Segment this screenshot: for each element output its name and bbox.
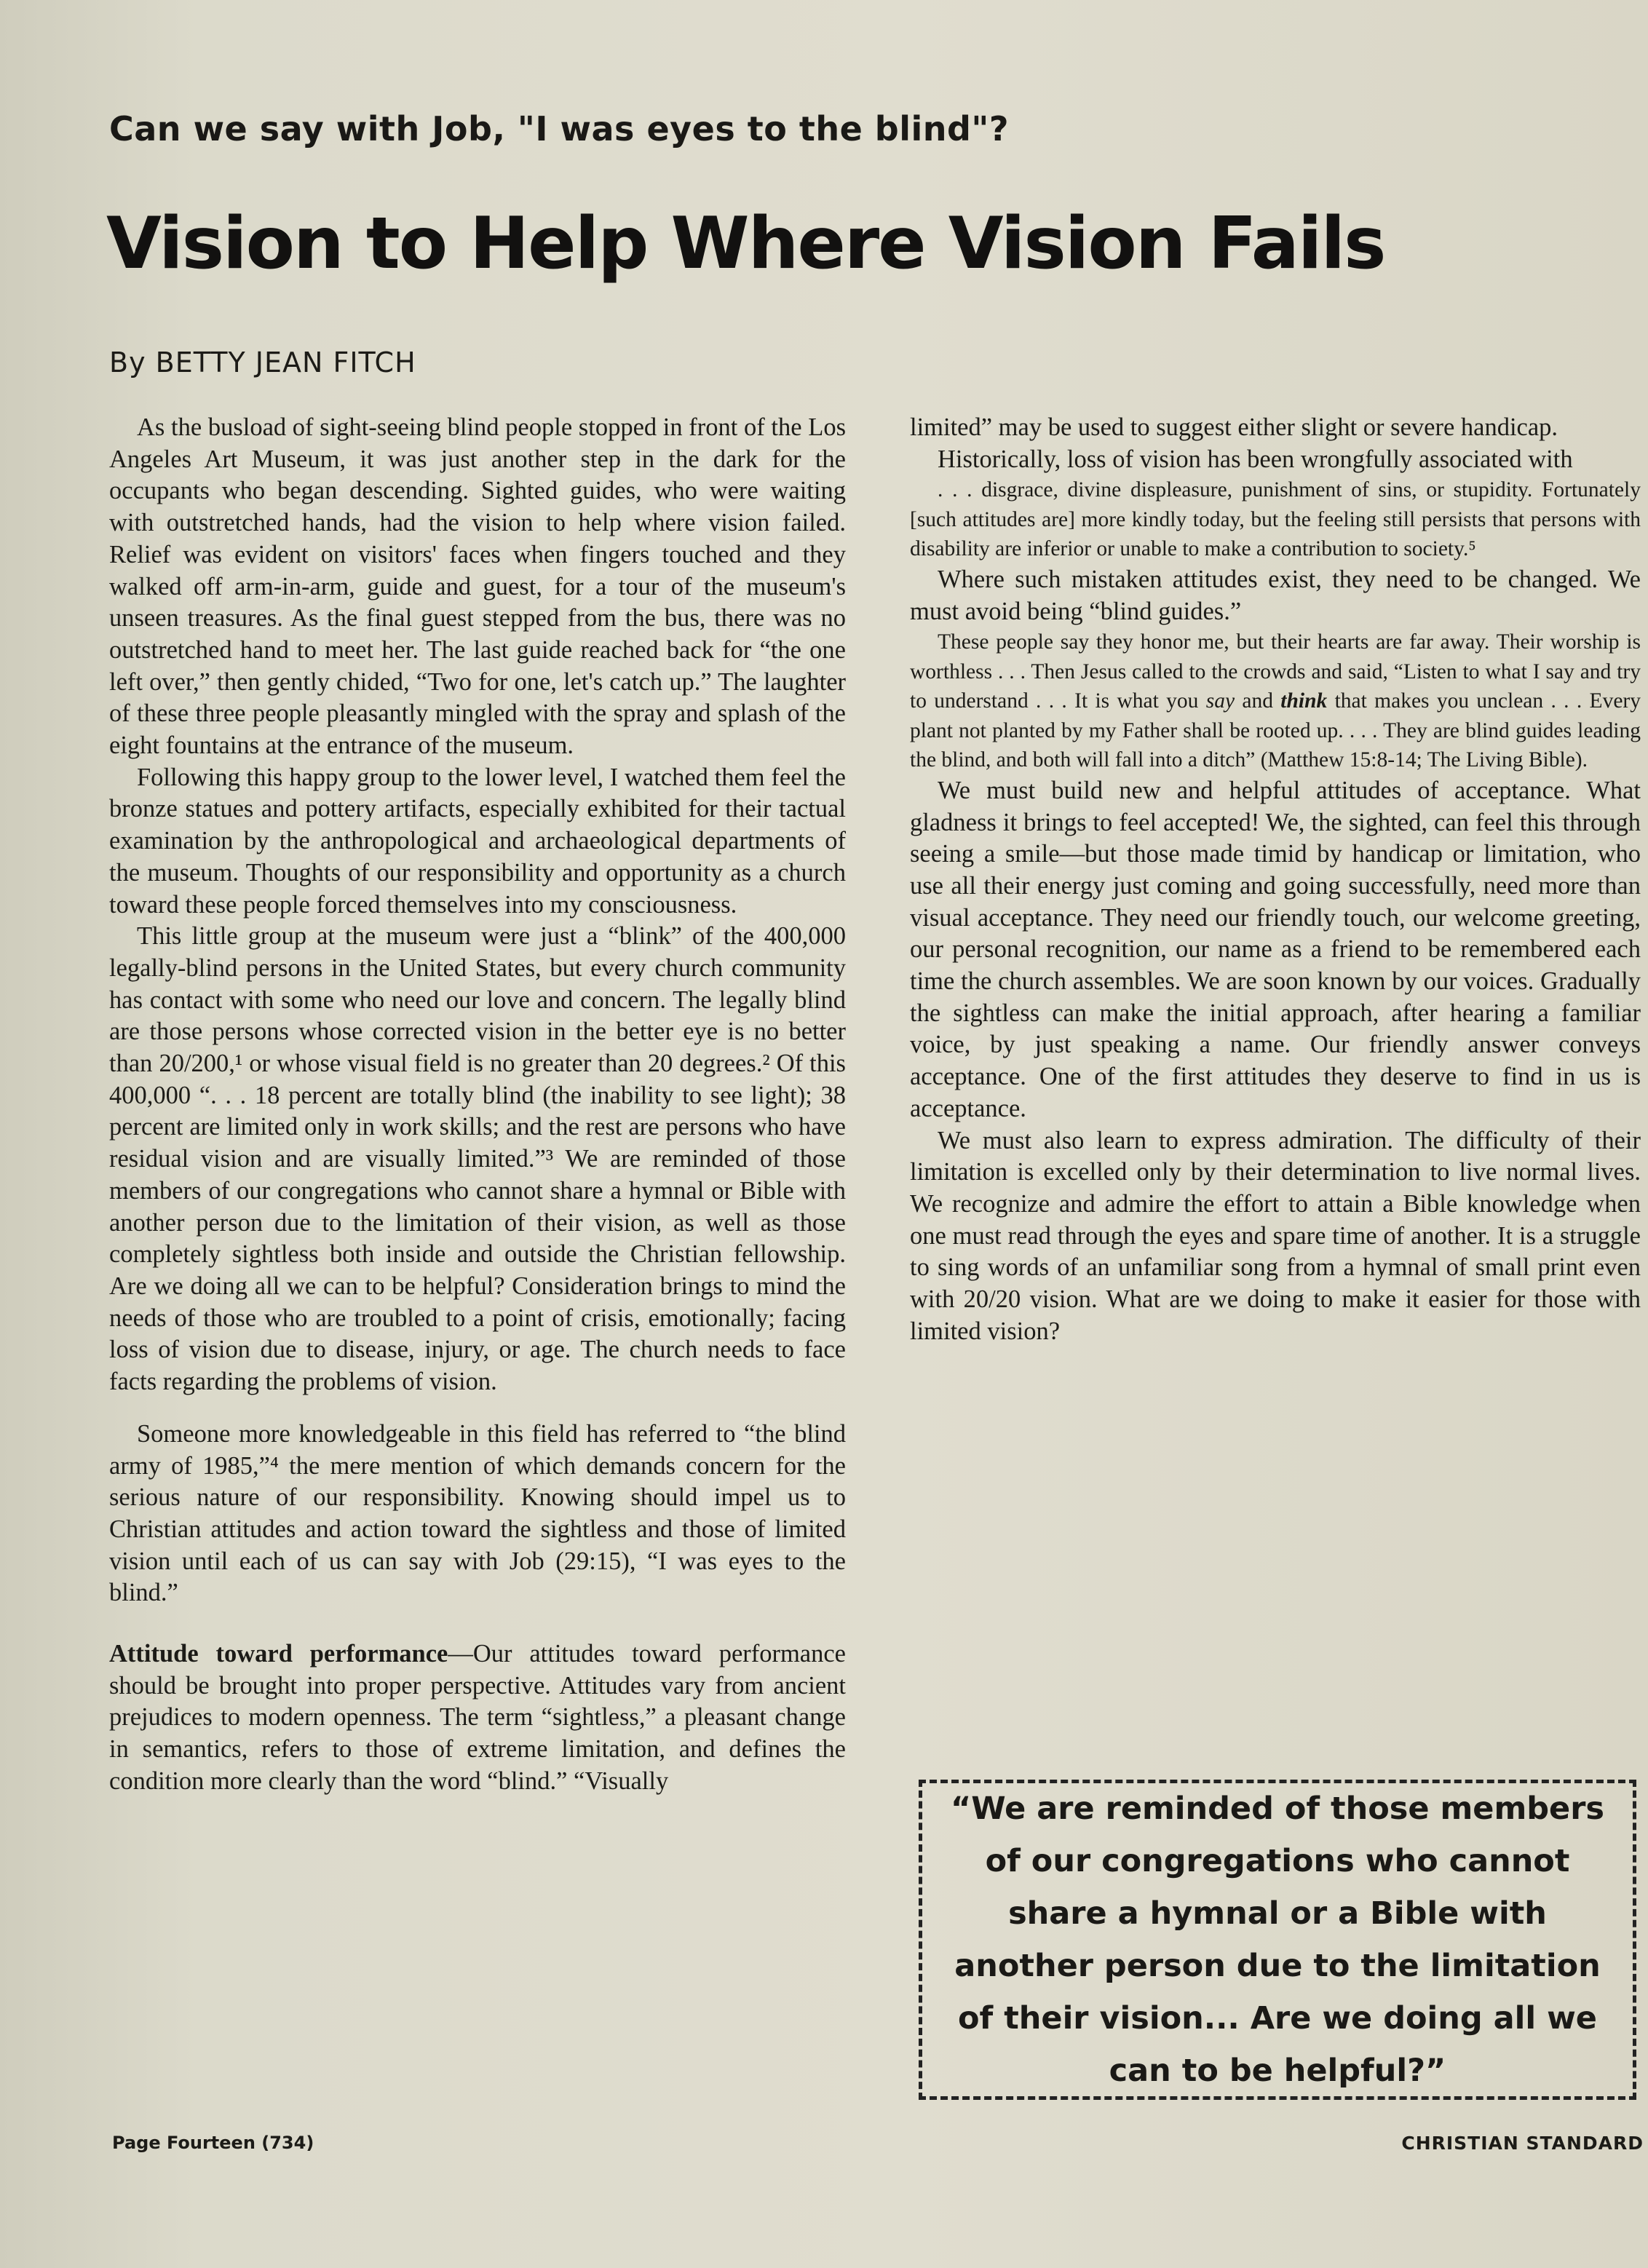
paragraph: Someone more knowledgeable in this field has referred to “the blind army of 1985,”⁴ the mere mention of which demands concern for the serious nature of our responsibility. Knowing should impel us to Christian attitudes and action toward the sightless and those of limited vision until each of us can say with Job (29:15), “I was eyes to the blind.” (109, 1419, 846, 1607)
paragraph: Historically, loss of vision has been wrongfully associated with (938, 445, 1573, 473)
section-runin-heading: Attitude toward performance (109, 1640, 448, 1668)
publication-name: CHRISTIAN STANDARD (1401, 2133, 1644, 2154)
paragraph-text: —Our attitudes toward performance should be brought into proper perspective. Attitudes vary from ancient prejudices to modern openness. The term “sightless,” a pleasant change in semantics, refers to those of extreme limitation, and defines the condition more clearly than the word “blind.” “Visually (109, 1640, 846, 1795)
block-quote: . . . disgrace, divine displeasure, punishment of sins, or stupidity. Fortunately [such attitudes are] more kindly today, but the feeling still persists that persons with disability are inferior or unable to make a contribution to society.⁵ (910, 478, 1641, 561)
left-column (109, 412, 846, 1798)
byline: By BETTY JEAN FITCH (109, 346, 416, 378)
paragraph: We must build new and helpful attitudes of acceptance. What gladness it brings to feel accepted! We, the sighted, can feel this through seeing a smile—but those made timid by handicap or limitation, who use all their energy just coming and going successfully, need more than visual acceptance. They need our friendly touch, our welcome greeting, our personal recognition, our name as a friend to be remembered each time the church assembles. We are soon known by our voices. Gradually the sightless can make the initial approach, after hearing a familiar voice, by just speaking a name. Our friendly answer conveys acceptance. One of the first attitudes they deserve to find in us is acceptance. (910, 776, 1641, 1122)
paragraph: Where such mistaken attitudes exist, they need to be changed. We must avoid being “blind guides.” (910, 565, 1641, 625)
paragraph-attitude-performance (109, 1638, 846, 1798)
kicker: Can we say with Job, "I was eyes to the blind"? (109, 109, 1010, 148)
quote-emphasis: say (1205, 689, 1235, 713)
headline: Vision to Help Where Vision Fails (106, 202, 1385, 285)
quote-text: and (1235, 689, 1281, 713)
pull-quote-box (919, 1780, 1636, 2100)
pull-quote: “We are reminded of those members of our congregations who cannot share a hymnal or a Bible with another person due to the limitation of their vision... Are we doing all we can to be helpful?” (950, 1791, 1605, 2089)
block-quote-scripture (910, 627, 1641, 775)
quote-text: that makes you unclean . . . Every plant not planted by my Father shall be rooted up. . . . They are blind guides leading the blind, and both will fall into a ditch” (Matthew 15:8-14; The Living Bible). (910, 689, 1641, 772)
paragraph: As the busload of sight-seeing blind people stopped in front of the Los Angeles Art Museum, it was just another step in the dark for the occupants who began descending. Sighted guides, who were waiting with outstretched hands, had the vision to help where vision failed. Relief was evident on visitors' faces when fingers touched and they walked off arm-in-arm, guide and guest, for a tour of the museum's unseen treasures. As the final guest stepped from the bus, there was no outstretched hand to meet her. The last guide reached back for “the one left over,” then gently chided, “Two for one, let's catch up.” The laughter of these three people pleasantly mingled with the spray and splash of the eight fountains at the entrance of the museum. (109, 413, 846, 760)
page-folio: Page Fourteen (734) (112, 2133, 314, 2153)
quote-emphasis: think (1280, 689, 1328, 713)
paragraph: We must also learn to express admiration. The difficulty of their limitation is excelled only by their determination to live normal lives. We recognize and admire the effort to attain a Bible knowledge when one must read through the eyes and spare time of another. It is a struggle to sing words of an unfamiliar song from a hymnal of small print even with 20/20 vision. What are we doing to make it easier for those with limited vision? (910, 1126, 1641, 1345)
paragraph: limited” may be used to suggest either slight or severe handicap. (910, 413, 1558, 441)
right-column (910, 412, 1641, 1347)
paragraph: This little group at the museum were just a “blink” of the 400,000 legally-blind persons in the United States, but every church community has contact with some who need our love and concern. The legally blind are those persons whose corrected vision in the better eye is no better than 20/200,¹ or whose visual field is no greater than 20 degrees.² Of this 400,000 “. . . 18 percent are totally blind (the inability to see light); 38 percent are limited only in work skills; and the rest are persons who have residual vision and are visually limited.”³ We are reminded of those members of our congregations who cannot share a hymnal or Bible with another person due to the limitation of their vision, as well as those completely sightless both inside and outside the Christian fellowship. Are we doing all we can to be helpful? Consideration brings to mind the needs of those who are troubled to a point of crisis, emotionally; facing loss of vision due to disease, injury, or age. The church needs to face facts regarding the problems of vision. (109, 922, 846, 1396)
paragraph: Following this happy group to the lower level, I watched them feel the bronze statues and pottery artifacts, especially exhibited for their tactual examination by the anthropological and archaeological departments of the museum. Thoughts of our responsibility and opportunity as a church toward these people forced themselves into my consciousness. (109, 763, 846, 919)
quote-text: These people say they honor me, but their hearts are far away. Their worship is worthless . . . Then Jesus called to the crowds and said, “Listen to what I say and try to understand . . . It is what you (910, 630, 1641, 713)
